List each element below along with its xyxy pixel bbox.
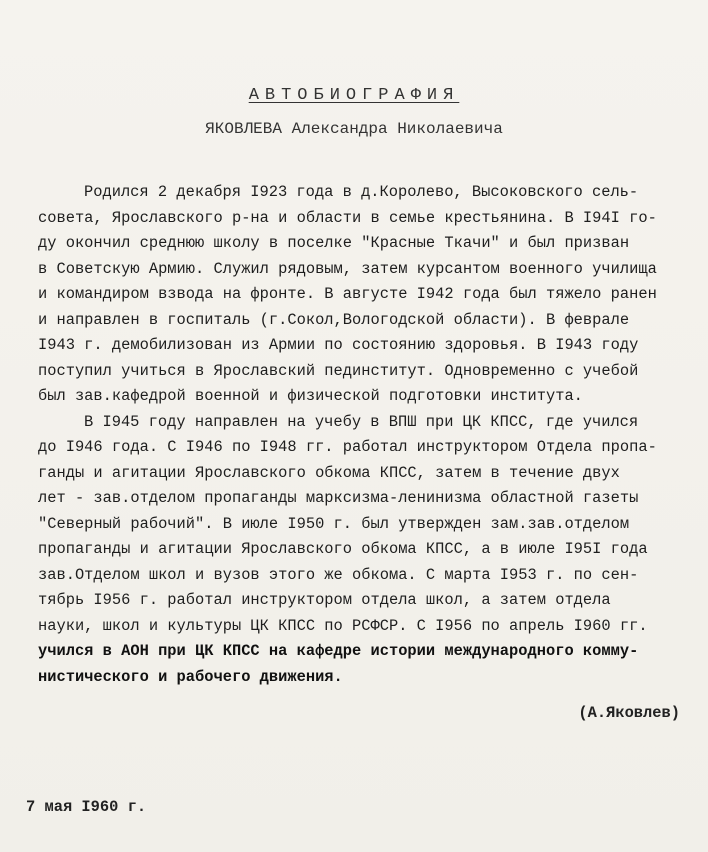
body-line: Родился 2 декабря I923 года в д.Королево, Высоковского сель-	[84, 183, 639, 201]
body-line: ду окончил среднюю школу в поселке "Красные Ткачи" и был призван	[38, 234, 630, 252]
body-line: совета, Ярославского р-на и области в семье крестьянина. В I94I го-	[38, 208, 657, 227]
body-line: до I946 года. С I946 по I948 гг. работал инструктором Отдела пропа-	[38, 438, 657, 456]
body-line: В I945 году направлен на учебу в ВПШ при ЦК КПСС, где учился	[84, 412, 639, 431]
body-line: тябрь I956 г. работал инструктором отдела школ, а затем отдела	[38, 591, 611, 609]
document-subtitle: ЯКОВЛЕВА Александра Николаевича	[205, 120, 503, 138]
body-line: ганды и агитации Ярославского обкома КПСС, затем в течение двух	[38, 463, 620, 482]
body-line: науки, школ и культуры ЦК КПСС по РСФСР. С I956 по апрель I960 гг.	[38, 616, 648, 635]
body-line: пропаганды и агитации Ярославского обкома КПСС, а в июле I95I года	[38, 540, 648, 558]
body-line: в Советскую Армию. Служил рядовым, затем курсантом военного училища	[38, 259, 657, 278]
body-line: учился в АОН при ЦК КПСС на кафедре истории международного комму-	[38, 642, 639, 660]
body-line: зав.Отделом школ и вузов этого же обкома. С марта I953 г. по сен-	[38, 565, 639, 584]
body-line: лет - зав.отделом пропаганды марксизма-ленинизма областной газеты	[38, 489, 639, 507]
document-body	[38, 180, 708, 690]
body-line: I943 г. демобилизован из Армии по состоянию здоровья. В I943 году	[38, 336, 639, 354]
document-title: АВТОБИОГРАФИЯ	[248, 86, 460, 105]
body-line: "Северный рабочий". В июле I950 г. был утвержден зам.зав.отделом	[38, 514, 630, 533]
signature: (А.Яковлев)	[578, 704, 680, 722]
body-line: поступил учиться в Ярославский пединститут. Одновременно с учебой	[38, 361, 639, 380]
body-line: был зав.кафедрой военной и физической подготовки института.	[38, 387, 583, 405]
document-date: 7 мая I960 г.	[26, 798, 147, 816]
body-line: нистического и рабочего движения.	[38, 667, 343, 686]
body-line: и направлен в госпиталь (г.Сокол,Вологодской области). В феврале	[38, 310, 630, 329]
body-line: и командиром взвода на фронте. В августе I942 года был тяжело ранен	[38, 285, 657, 303]
